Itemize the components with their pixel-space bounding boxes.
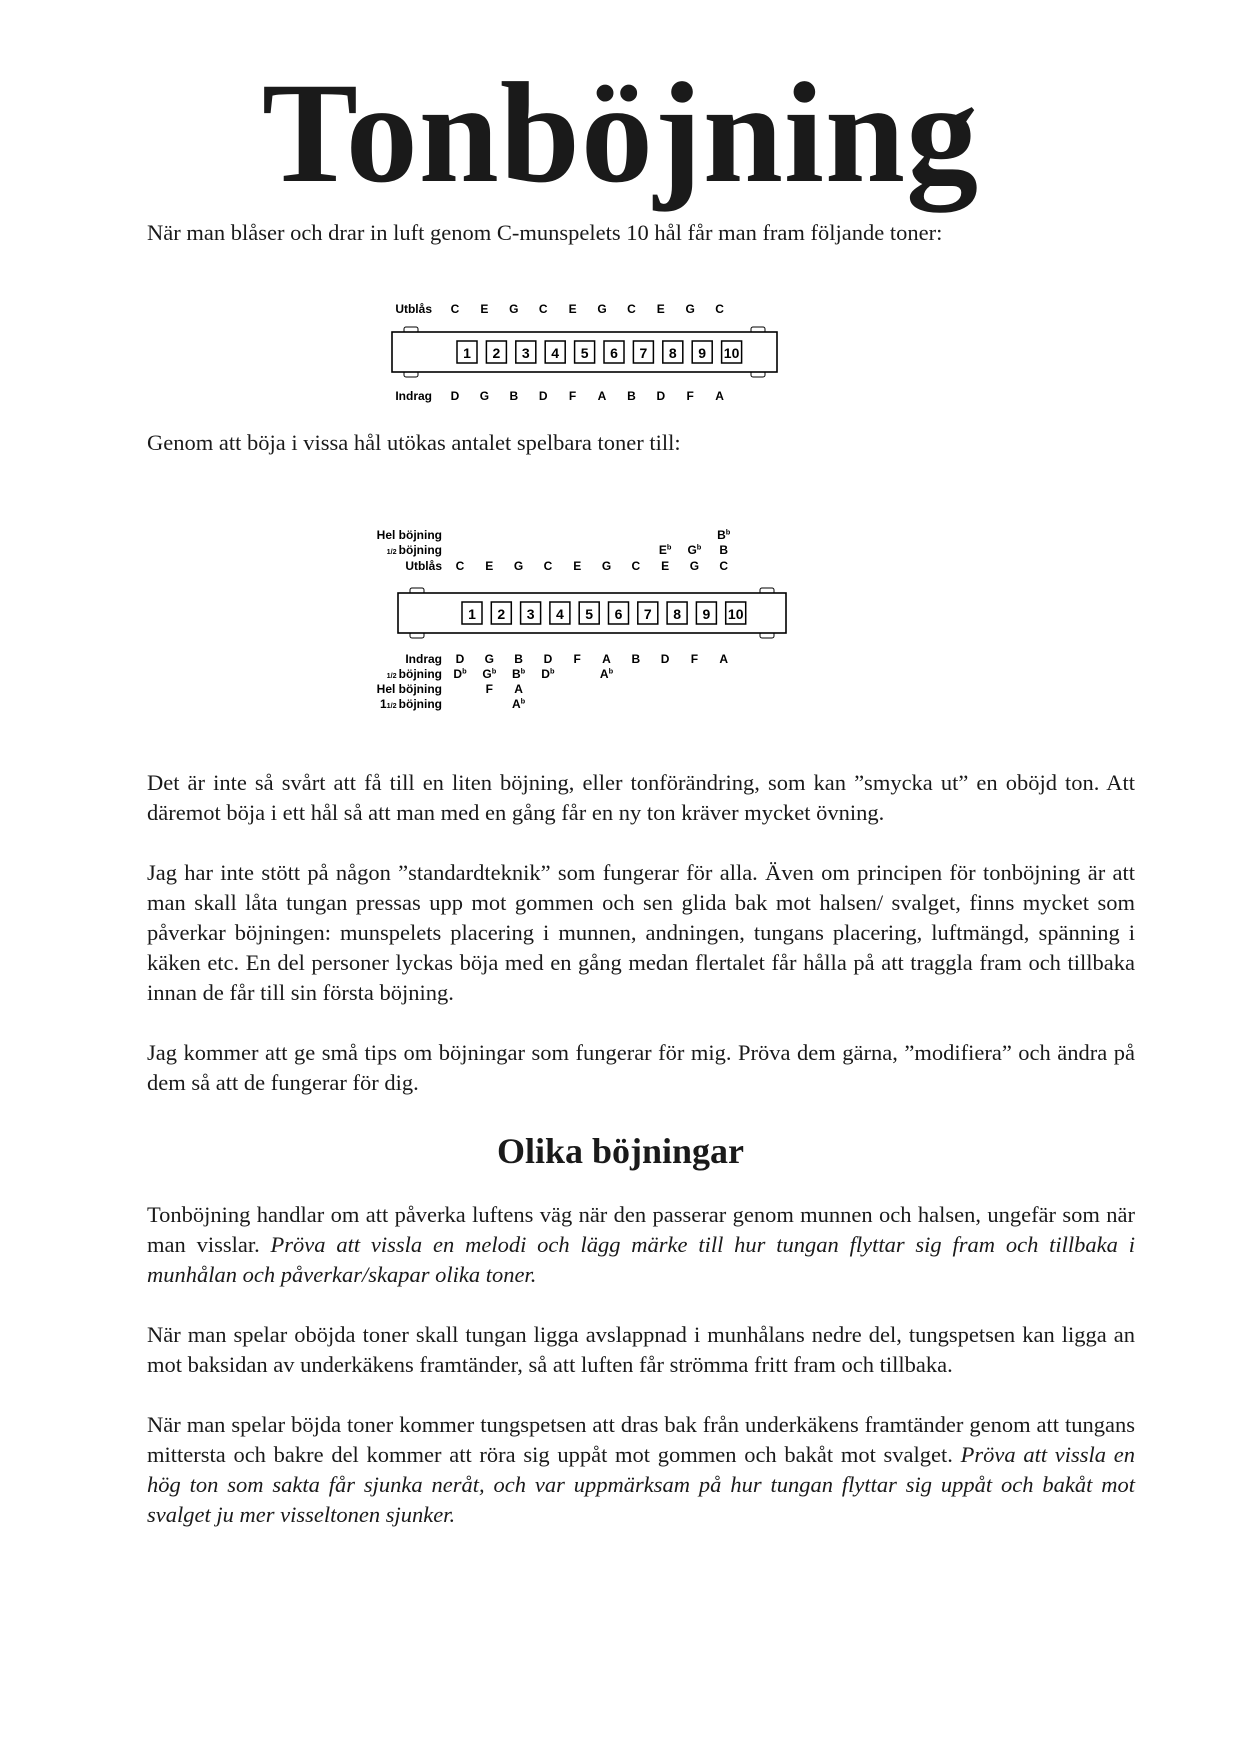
hole-number: 5 xyxy=(585,606,594,622)
blow-note: E xyxy=(661,559,670,573)
hole-number: 1 xyxy=(468,606,476,622)
blow-note: G xyxy=(601,559,612,573)
draw-note: D xyxy=(543,652,553,666)
blow-label: Utblås xyxy=(395,302,432,316)
draw-note: F xyxy=(568,389,577,403)
blow-note: C xyxy=(631,559,641,573)
hole-number: 4 xyxy=(556,606,564,622)
draw-half-bend-note: $G^b$ xyxy=(482,666,497,681)
blow-half-bend-label: 1/2 böjning xyxy=(386,543,442,557)
blow-note: C xyxy=(538,302,548,316)
draw-note: D xyxy=(455,652,465,666)
draw-note: G xyxy=(479,389,490,403)
draw-note: A xyxy=(602,652,611,666)
blow-note: E xyxy=(485,559,494,573)
blow-note: E xyxy=(568,302,577,316)
blow-note: G xyxy=(509,302,519,316)
hole-number: 2 xyxy=(492,345,501,361)
blow-half-bend-note: $E^b$ xyxy=(658,542,672,557)
draw-note: G xyxy=(484,652,494,666)
hole-number: 6 xyxy=(614,606,623,622)
draw-note: B xyxy=(631,652,641,666)
draw-note: B xyxy=(514,652,523,666)
blow-note: C xyxy=(719,559,729,573)
harmonica-diagram-bends xyxy=(360,525,810,725)
draw-note: D xyxy=(538,389,548,403)
hole-number: 2 xyxy=(497,606,506,622)
draw-half-bend-note: $D^b$ xyxy=(453,666,467,681)
draw-note: B xyxy=(509,389,519,403)
bend-intro-text: Genom att böja i vissa hål utökas antalet spelbara toner till: xyxy=(147,430,681,455)
blow-note: C xyxy=(627,302,636,316)
hole-number: 8 xyxy=(668,345,677,361)
draw-note: D xyxy=(656,389,666,403)
paragraph-6-normal: När man spelar böjda toner kommer tungspetsen att dras bak från underkäkens framtänder genom att tungans mittersta och bakre del kommer att röra sig uppåt mot gommen och bakåt mot svalget. xyxy=(147,1412,1135,1467)
paragraph-3: Jag kommer att ge små tips om böjningar som fungerar för mig. Pröva dem gärna, ”modifiera” och ändra på dem så att de fungerar för dig. xyxy=(147,1040,1135,1095)
paragraph-2: Jag har inte stött på någon ”standardteknik” som fungerar för alla. Även om principen för tonböjning är att man skall låta tungan pressas upp mot gommen och sen glida bak mot halsen/ svalget, finns mycket som påverkar böjningen: munspelets placering i munnen, andningen, tungans placering, luftmängd, spänning i käken etc. En del personer lyckas böja med en gång medan flertalet får hålla på att traggla fram och tillbaka innan de får till sin första böjning. xyxy=(147,860,1135,1005)
draw-whole-bend-note: A xyxy=(514,682,523,696)
blow-note: C xyxy=(715,302,724,316)
intro-text: När man blåser och drar in luft genom C-munspelets 10 hål får man fram följande toner: xyxy=(147,220,943,245)
blow-label: Utblås xyxy=(405,559,442,573)
paragraph-4-italic: Pröva att vissla en melodi och lägg märke till hur tungan flyttar sig fram och tillbaka i munhålan och påverkar/skapar olika toner. xyxy=(147,1232,1135,1287)
draw-note: F xyxy=(573,652,581,666)
paragraph-6 xyxy=(147,1410,1135,1530)
draw-label: Indrag xyxy=(405,652,442,666)
hole-number: 3 xyxy=(526,606,535,622)
blow-note: G xyxy=(685,302,695,316)
draw-half-bend-note: $A^b$ xyxy=(599,666,614,681)
hole-number: 9 xyxy=(698,345,707,361)
draw-half-bend-note: $B^b$ xyxy=(511,666,526,681)
hole-number: 5 xyxy=(580,345,589,361)
blow-note: E xyxy=(573,559,582,573)
blow-note: E xyxy=(656,302,665,316)
hole-number: 10 xyxy=(723,345,740,361)
draw-note: A xyxy=(597,389,607,403)
blow-note: G xyxy=(689,559,700,573)
blow-note: C xyxy=(450,302,460,316)
blow-note: G xyxy=(513,559,524,573)
paragraph-5: När man spelar oböjda toner skall tungan ligga avslappnad i munhålans nedre del, tungspetsen kan ligga an mot baksidan av underkäkens framtänder, så att luften får strömma fritt fram och tillbaka. xyxy=(147,1322,1135,1377)
hole-number: 3 xyxy=(521,345,530,361)
paragraph-4-normal: Tonböjning handlar om att påverka luftens väg när den passerar genom munnen och halsen, ungefär som när man visslar. xyxy=(147,1202,1135,1257)
paragraph-4 xyxy=(147,1200,1135,1290)
section-heading: Olika böjningar xyxy=(496,1131,745,1171)
blow-note: C xyxy=(543,559,553,573)
draw-note: A xyxy=(715,389,724,403)
hole-number: 9 xyxy=(702,606,711,622)
blow-note: E xyxy=(480,302,489,316)
paragraph-6-italic: Pröva att vissla en hög ton som sakta får sjunka neråt, och var uppmärksam på hur tungan flyttar sig uppåt och bakåt mot svalget ju mer visseltonen sjunker. xyxy=(147,1442,1135,1527)
blow-note: G xyxy=(597,302,607,316)
draw-note: D xyxy=(660,652,670,666)
hole-number: 4 xyxy=(551,345,560,361)
harmonica-diagram-basic xyxy=(380,290,800,410)
hole-number: 6 xyxy=(610,345,618,361)
blow-whole-bend-note: $B^b$ xyxy=(717,527,731,542)
draw-half-bend-note: $D^b$ xyxy=(541,666,555,681)
draw-note: B xyxy=(627,389,636,403)
hole-number: 7 xyxy=(643,606,652,622)
draw-onehalf-bend-note: $A^b$ xyxy=(511,696,526,711)
draw-note: D xyxy=(450,389,460,403)
page-title: Tonböjning xyxy=(261,54,980,213)
blow-half-bend-note: $G^b$ xyxy=(687,542,702,557)
hole-number: 10 xyxy=(727,606,744,622)
blow-whole-bend-label: Hel böjning xyxy=(376,528,442,542)
blow-half-bend-note: B xyxy=(719,543,729,557)
draw-note: A xyxy=(719,652,729,666)
draw-onehalf-bend-label: 11/2 böjning xyxy=(379,697,442,711)
blow-note: C xyxy=(455,559,465,573)
hole-number: 7 xyxy=(639,345,648,361)
paragraph-1: Det är inte så svårt att få till en liten böjning, eller tonförändring, som kan ”smycka ut” en oböjd ton. Att däremot böja i ett hål så att man med en gång får en ny ton kräver mycket övning. xyxy=(147,770,1135,825)
draw-label: Indrag xyxy=(395,389,432,403)
draw-note: F xyxy=(686,389,694,403)
draw-half-bend-label: 1/2 böjning xyxy=(386,667,442,681)
hole-number: 8 xyxy=(673,606,681,622)
draw-note: F xyxy=(690,652,699,666)
draw-whole-bend-label: Hel böjning xyxy=(376,682,442,696)
hole-number: 1 xyxy=(463,345,471,361)
draw-whole-bend-note: F xyxy=(485,682,493,696)
